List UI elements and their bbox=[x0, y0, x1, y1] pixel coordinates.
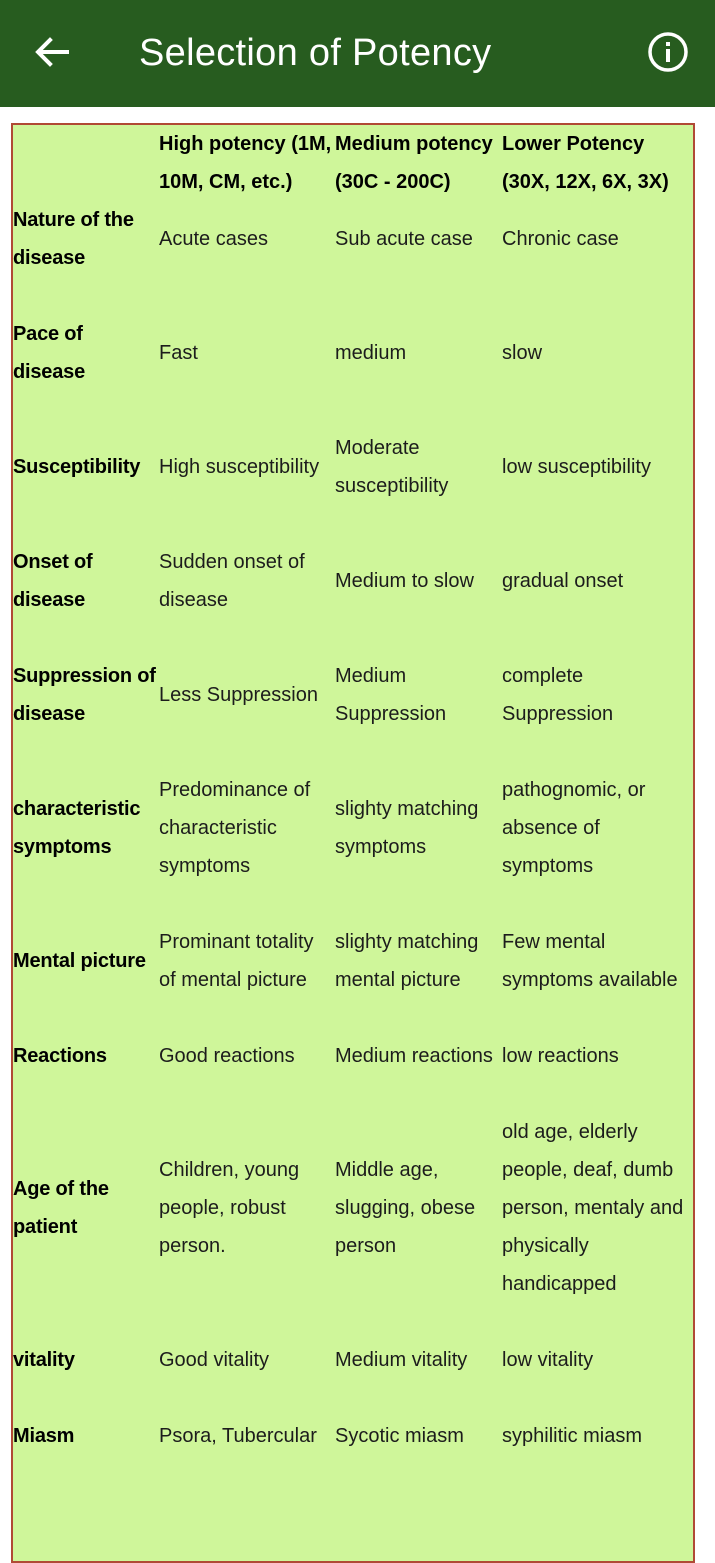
row-spacer-cell bbox=[13, 277, 693, 315]
row-spacer-cell bbox=[13, 505, 693, 543]
table-header-row bbox=[13, 125, 693, 201]
cell-medium-potency: Medium reactions bbox=[335, 1045, 493, 1067]
table-row bbox=[13, 201, 693, 277]
row-label: Nature of the disease bbox=[13, 209, 134, 269]
cell-medium-potency: Middle age, slugging, obese person bbox=[335, 1159, 476, 1257]
cell-lower-potency: slow bbox=[502, 342, 543, 364]
row-spacer-cell bbox=[13, 391, 693, 429]
table-row bbox=[13, 1417, 693, 1455]
header-medium-potency: Medium potency (30C - 200C) bbox=[335, 133, 493, 193]
row-spacer bbox=[13, 391, 693, 429]
cell-lower-potency: complete Suppression bbox=[502, 665, 614, 725]
row-spacer-cell bbox=[13, 999, 693, 1037]
row-spacer-cell bbox=[13, 1075, 693, 1113]
row-spacer-cell bbox=[13, 733, 693, 771]
row-spacer-cell bbox=[13, 1379, 693, 1417]
row-spacer bbox=[13, 1303, 693, 1341]
row-spacer bbox=[13, 999, 693, 1037]
row-label: Susceptibility bbox=[13, 456, 141, 478]
row-spacer-cell bbox=[13, 619, 693, 657]
cell-high-potency: High susceptibility bbox=[159, 456, 320, 478]
row-label: Mental picture bbox=[13, 950, 146, 972]
table-row bbox=[13, 543, 693, 619]
table-row bbox=[13, 1113, 693, 1303]
cell-lower-potency: low susceptibility bbox=[502, 456, 651, 478]
app-bar bbox=[0, 0, 715, 107]
row-label: vitality bbox=[13, 1349, 75, 1371]
back-button[interactable] bbox=[28, 28, 76, 76]
row-spacer bbox=[13, 733, 693, 771]
potency-table bbox=[11, 123, 695, 1563]
header-lower-potency: Lower Potency (30X, 12X, 6X, 3X) bbox=[502, 133, 669, 193]
header-high-potency: High potency (1M, 10M, CM, etc.) bbox=[159, 133, 332, 193]
table-row bbox=[13, 657, 693, 733]
row-label: Pace of disease bbox=[13, 323, 85, 383]
row-label: Suppression of disease bbox=[13, 665, 156, 725]
cell-medium-potency: Medium vitality bbox=[335, 1349, 468, 1371]
row-spacer bbox=[13, 1379, 693, 1417]
table-row bbox=[13, 771, 693, 885]
cell-high-potency: Predominance of characteristic symptoms bbox=[159, 779, 311, 877]
cell-high-potency: Less Suppression bbox=[159, 684, 318, 706]
cell-lower-potency: low reactions bbox=[502, 1045, 619, 1067]
cell-high-potency: Psora, Tubercular bbox=[159, 1425, 317, 1447]
row-spacer-cell bbox=[13, 885, 693, 923]
cell-lower-potency: gradual onset bbox=[502, 570, 624, 592]
row-spacer bbox=[13, 277, 693, 315]
cell-lower-potency: old age, elderly people, deaf, dumb person, mentaly and physically handicapped bbox=[502, 1121, 684, 1295]
page-title: Selection of Potency bbox=[139, 32, 492, 74]
row-label: Age of the patient bbox=[13, 1178, 109, 1238]
cell-lower-potency: Chronic case bbox=[502, 228, 619, 250]
row-spacer bbox=[13, 885, 693, 923]
arrow-left-icon bbox=[35, 37, 69, 67]
cell-high-potency: Good reactions bbox=[159, 1045, 295, 1067]
cell-high-potency: Sudden onset of disease bbox=[159, 551, 305, 611]
row-spacer bbox=[13, 1075, 693, 1113]
cell-lower-potency: low vitality bbox=[502, 1349, 594, 1371]
cell-medium-potency: Medium to slow bbox=[335, 570, 474, 592]
cell-medium-potency: Sub acute case bbox=[335, 228, 473, 250]
cell-medium-potency: Moderate susceptibility bbox=[335, 437, 449, 497]
cell-lower-potency: syphilitic miasm bbox=[502, 1425, 643, 1447]
row-spacer-cell bbox=[13, 1303, 693, 1341]
cell-high-potency: Children, young people, robust person. bbox=[159, 1159, 300, 1257]
table-row bbox=[13, 1037, 693, 1075]
table-row bbox=[13, 429, 693, 505]
row-label: characteristic symptoms bbox=[13, 798, 141, 858]
info-button[interactable] bbox=[644, 28, 692, 76]
cell-high-potency: Acute cases bbox=[159, 228, 268, 250]
row-spacer bbox=[13, 505, 693, 543]
info-circle-icon bbox=[647, 31, 689, 73]
row-label: Miasm bbox=[13, 1425, 75, 1447]
cell-medium-potency: medium bbox=[335, 342, 407, 364]
cell-medium-potency: slighty matching symptoms bbox=[335, 798, 479, 858]
cell-medium-potency: Sycotic miasm bbox=[335, 1425, 464, 1447]
cell-lower-potency: Few mental symptoms available bbox=[502, 931, 678, 991]
table-row bbox=[13, 315, 693, 391]
cell-high-potency: Good vitality bbox=[159, 1349, 270, 1371]
row-spacer bbox=[13, 619, 693, 657]
cell-lower-potency: pathognomic, or absence of symptoms bbox=[502, 779, 646, 877]
header-empty bbox=[13, 125, 159, 201]
row-label: Reactions bbox=[13, 1045, 107, 1067]
cell-high-potency: Prominant totality of mental picture bbox=[159, 931, 314, 991]
table-body bbox=[13, 201, 693, 1455]
row-label: Onset of disease bbox=[13, 551, 93, 611]
table-row bbox=[13, 923, 693, 999]
cell-medium-potency: slighty matching mental picture bbox=[335, 931, 479, 991]
cell-medium-potency: Medium Suppression bbox=[335, 665, 447, 725]
table-row bbox=[13, 1341, 693, 1379]
cell-high-potency: Fast bbox=[159, 342, 198, 364]
